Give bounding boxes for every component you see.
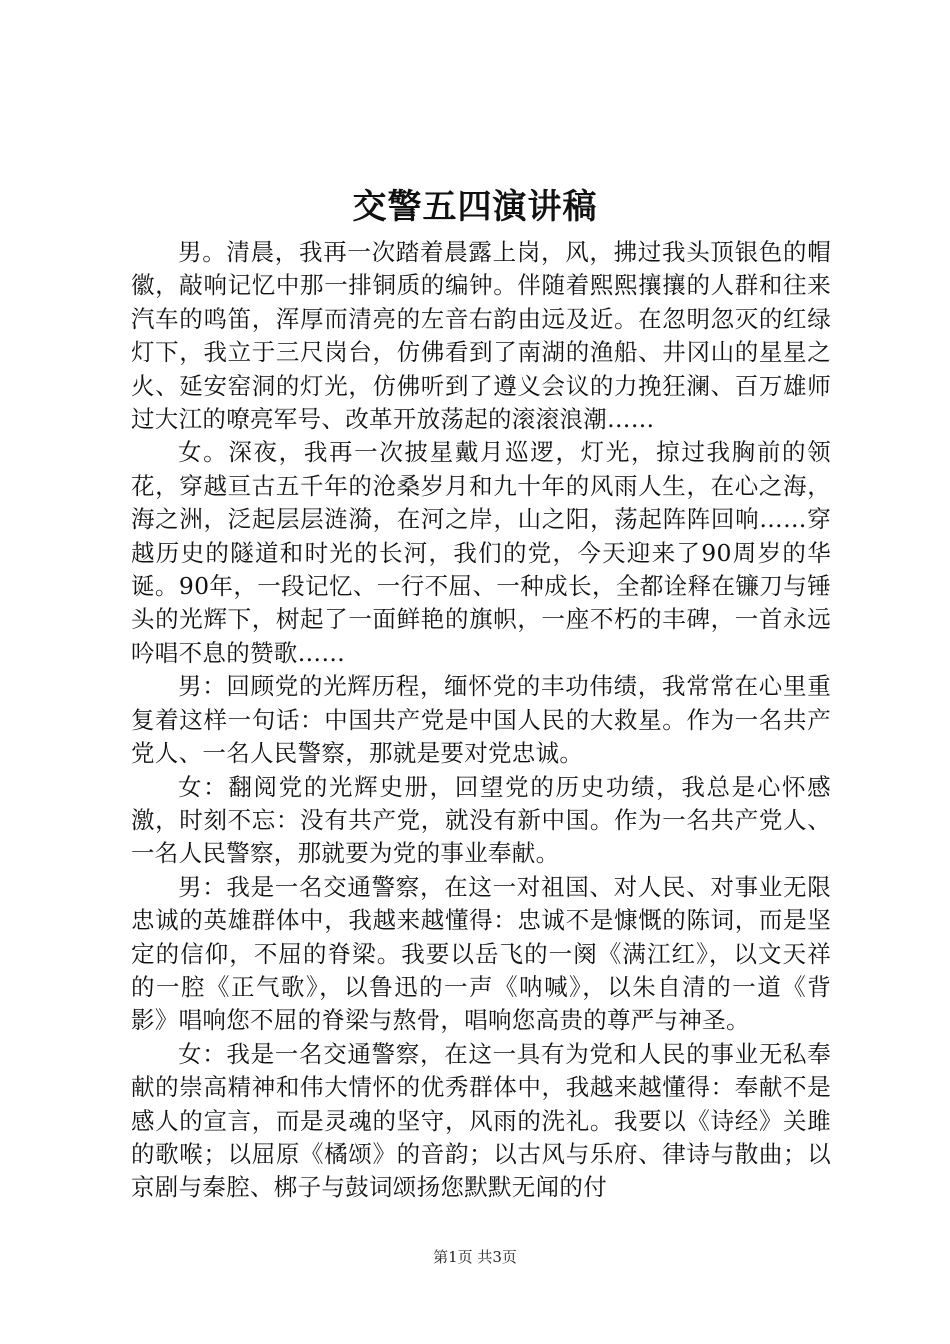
paragraph: 男。清晨，我再一次踏着晨露上岗，风，拂过我头顶银色的帽徽，敲响记忆中那一排铜质的编钟。伴随着熙熙攘攘的人群和往来汽车的鸣笛，浑厚而清亮的左音右韵由远及近。在忽明忽灭的红绿灯下，我立于三尺岗台，仿佛看到了南湖的渔船、井冈山的星星之火、延安窑洞的灯光，仿佛听到了遵义会议的力挽狂澜、百万雄师过大江的嘹亮军号、改革开放荡起的滚滚浪潮…… [131,238,831,434]
paragraph: 女。深夜，我再一次披星戴月巡逻，灯光，掠过我胸前的领花，穿越亘古五千年的沧桑岁月和九十年的风雨人生，在心之海，海之洲，泛起层层涟漪，在河之岸，山之阳，荡起阵阵回响……穿越历史的隧道和时光的长河，我们的党，今天迎来了90周岁的华诞。90年，一段记忆、一行不屈、一种成长，全都诠释在镰刀与锤头的光辉下，树起了一面鲜艳的旗帜，一座不朽的丰碑，一首永远吟唱不息的赞歌…… [131,438,831,667]
page-number-footer: 第1页 共3页 [433,1248,517,1266]
document-title: 交警五四演讲稿 [352,187,598,227]
paragraph: 女：我是一名交通警察，在这一具有为党和人民的事业无私奉献的崇高精神和伟大情怀的优秀群体中，我越来越懂得：奉献不是感人的宣言，而是灵魂的坚守，风雨的洗礼。我要以《诗经》关雎的歌喉；以屈原《橘颂》的音韵；以古风与乐府、律诗与散曲；以京剧与秦腔、梆子与鼓词颂扬您默默无闻的付 [131,1039,831,1202]
paragraph: 男：回顾党的光辉历程，缅怀党的丰功伟绩，我常常在心里重复着这样一句话：中国共产党是中国人民的大救星。作为一名共产党人、一名人民警察，那就是要对党忠诚。 [131,672,831,768]
document-body [131,236,831,1205]
paragraph: 男：我是一名交通警察，在这一对祖国、对人民、对事业无限忠诚的英雄群体中，我越来越懂得：忠诚不是慷慨的陈词，而是坚定的信仰，不屈的脊梁。我要以岳飞的一阕《满江红》，以文天祥的一腔《正气歌》，以鲁迅的一声《呐喊》，以朱自清的一道《背影》唱响您不屈的脊梁与熬骨，唱响您高贵的尊严与神圣。 [131,872,831,1035]
paragraph: 女：翻阅党的光辉史册，回望党的历史功绩，我总是心怀感激，时刻不忘：没有共产党，就没有新中国。作为一名共产党人、一名人民警察，那就要为党的事业奉献。 [131,772,831,868]
